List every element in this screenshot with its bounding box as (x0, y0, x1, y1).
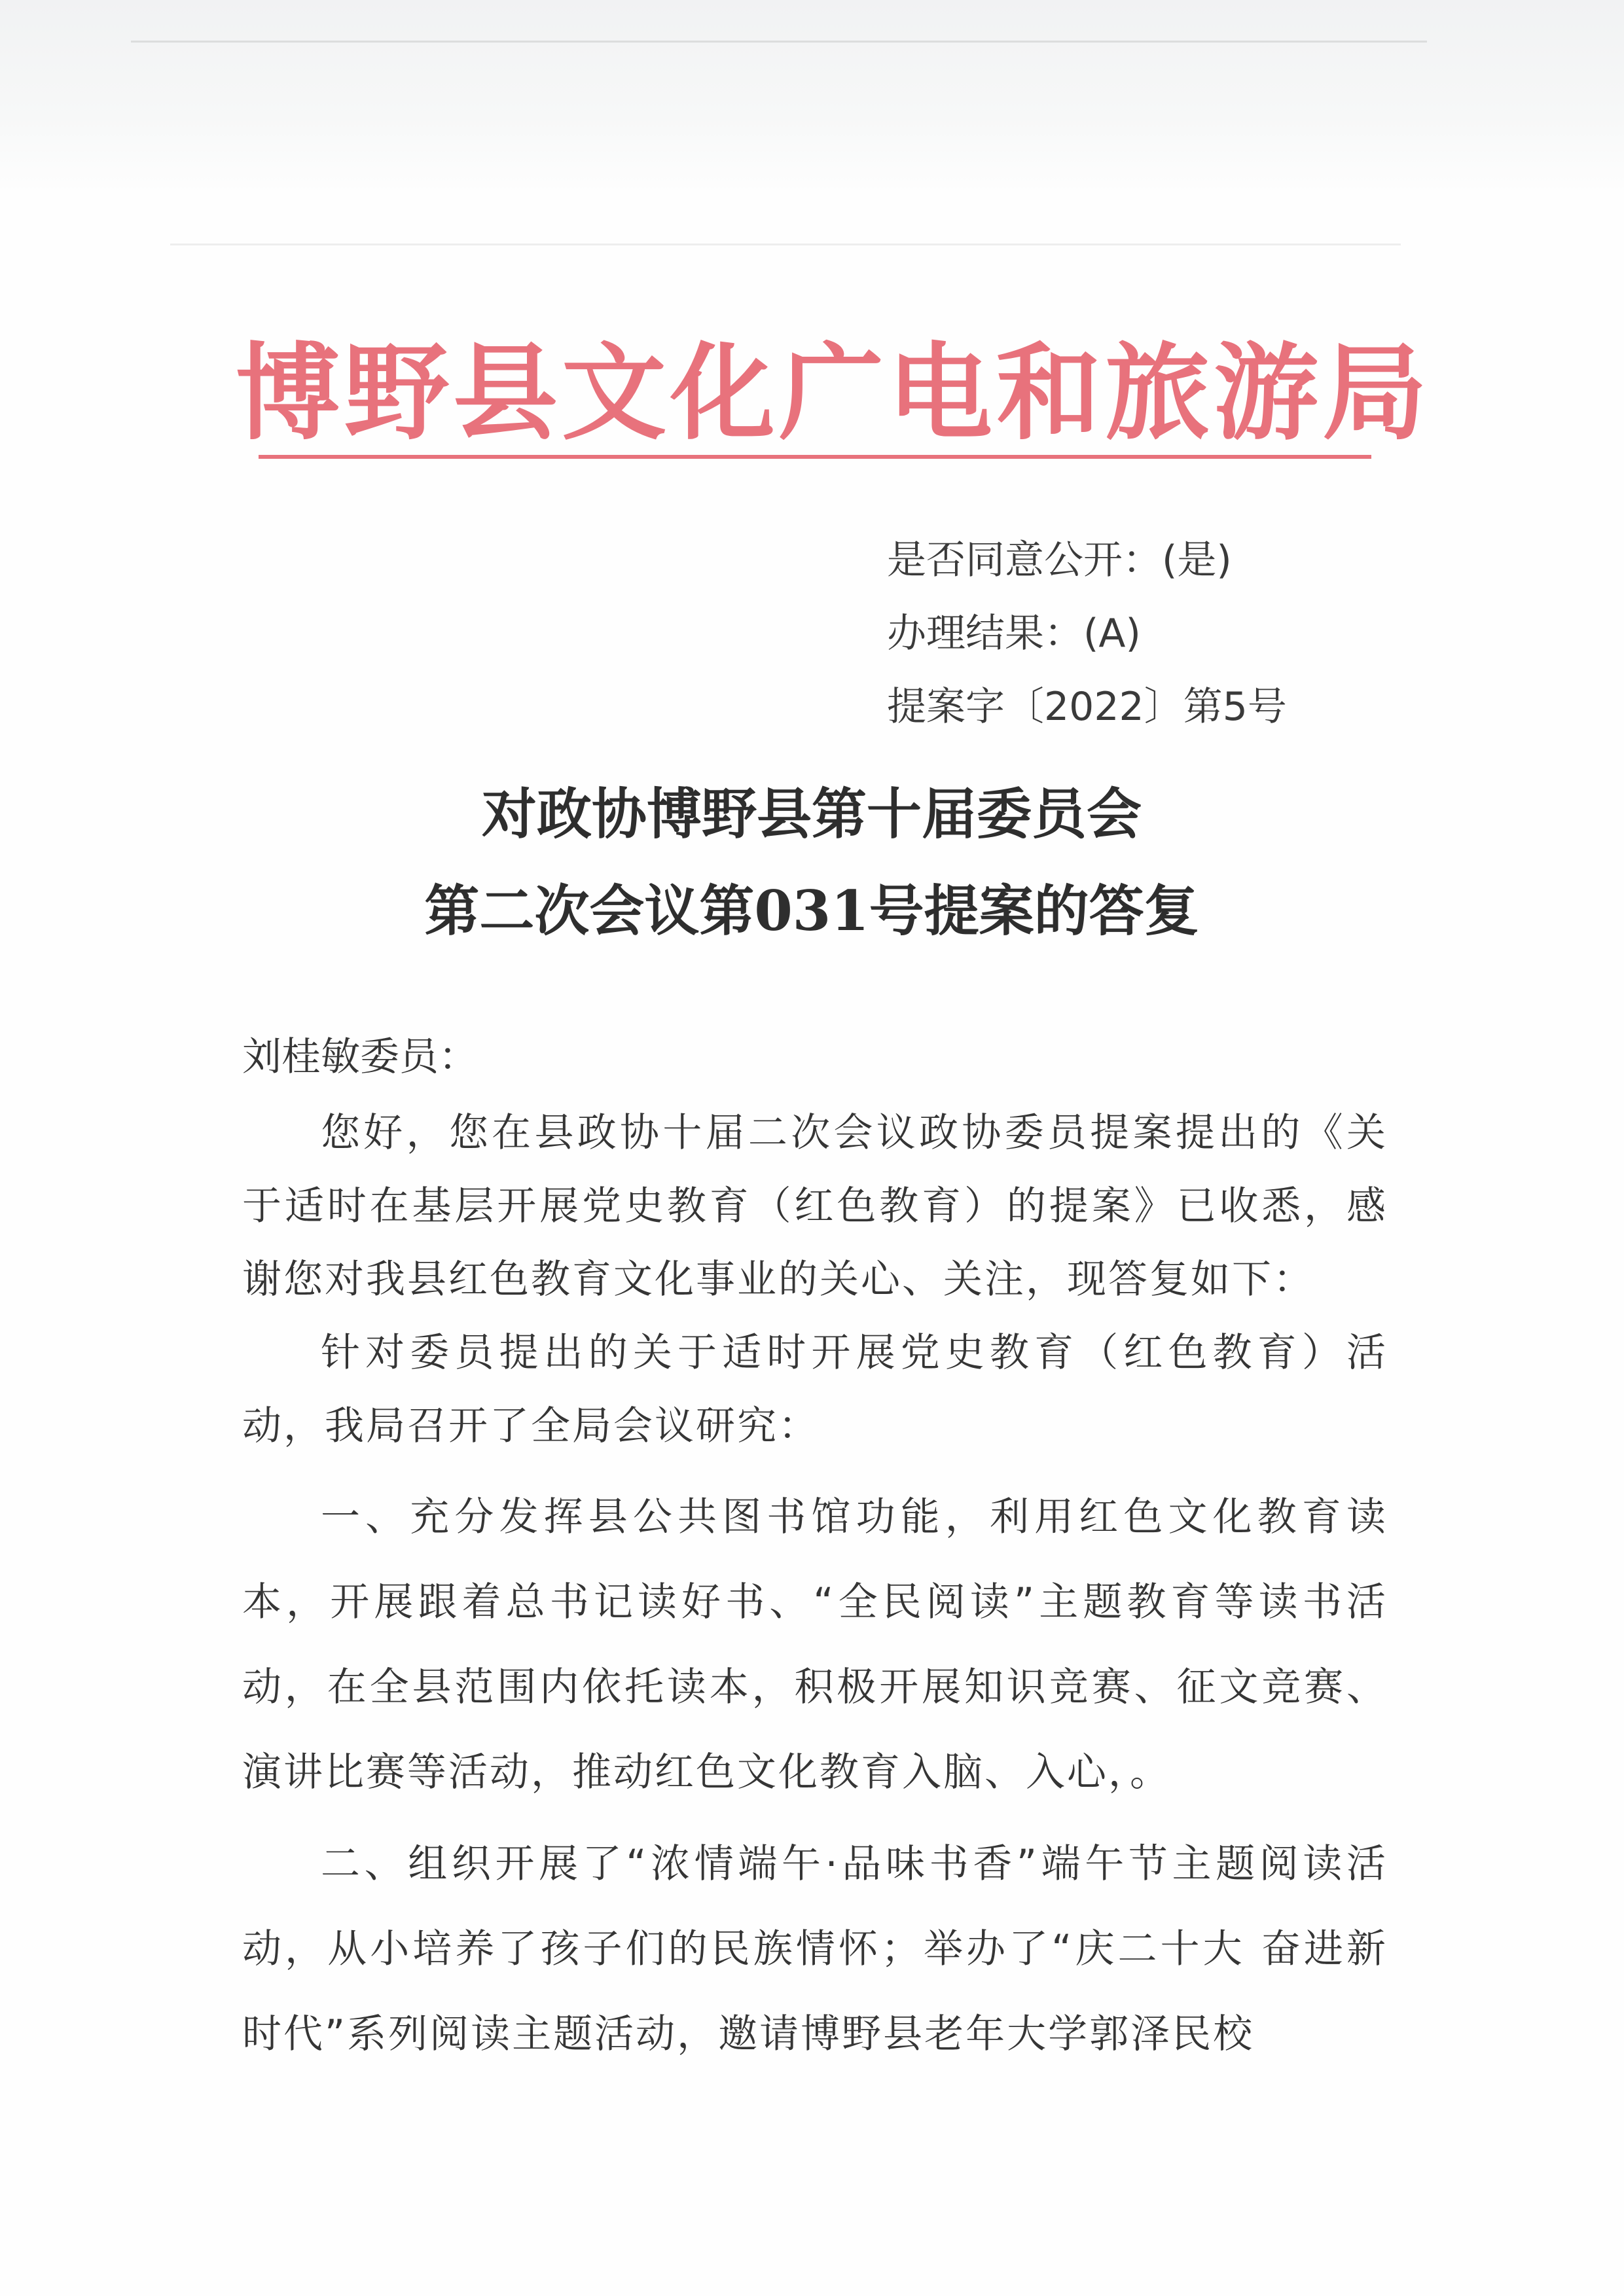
result-line: 办理结果：(A) (887, 611, 1141, 656)
title-line-2: 第二次会议第031号提案的答复 (424, 878, 1199, 943)
salutation: 刘桂敏委员： (242, 1034, 478, 1080)
header-red-rule (259, 455, 1371, 459)
paragraph-2: 针对委员提出的关于适时开展党史教育（红色教育）活动，我局召开了全局会议研究： (242, 1330, 1388, 1449)
title-line-1: 对政协博野县第十届委员会 (481, 781, 1142, 846)
agency-header: 博野县文化广电和旅游局 (236, 331, 1432, 454)
scan-shade (0, 0, 1624, 196)
paragraph-4: 二、组织开展了“浓情端午·品味书香”端午节主题阅读活动，从小培养了孩子们的民族情怀；举办了“庆二十大 奋进新时代”系列阅读主题活动，邀请博野县老年大学郭泽民校 (242, 1841, 1388, 2057)
paragraph-1: 您好，您在县政协十届二次会议政协委员提案提出的《关于适时在基层开展党史教育（红色教育）的提案》已收悉，感谢您对我县红色教育文化事业的关心、关注，现答复如下： (242, 1110, 1388, 1302)
document-title (196, 766, 1427, 960)
scan-artifact-line (131, 41, 1427, 43)
scan-artifact-line (170, 243, 1401, 245)
disclosure-line: 是否同意公开：(是) (887, 537, 1232, 583)
paragraph-3: 一、充分发挥县公共图书馆功能，利用红色文化教育读本，开展跟着总书记读好书、“全民阅读”主题教育等读书活动，在全县范围内依托读本，积极开展知识竞赛、征文竞赛、演讲比赛等活动，推动红色文化教育入脑、入心，。 (242, 1494, 1388, 1795)
doc-number-line: 提案字〔2022〕第5号 (887, 684, 1287, 730)
document-body (242, 1018, 1388, 2077)
meta-block (887, 524, 1384, 744)
